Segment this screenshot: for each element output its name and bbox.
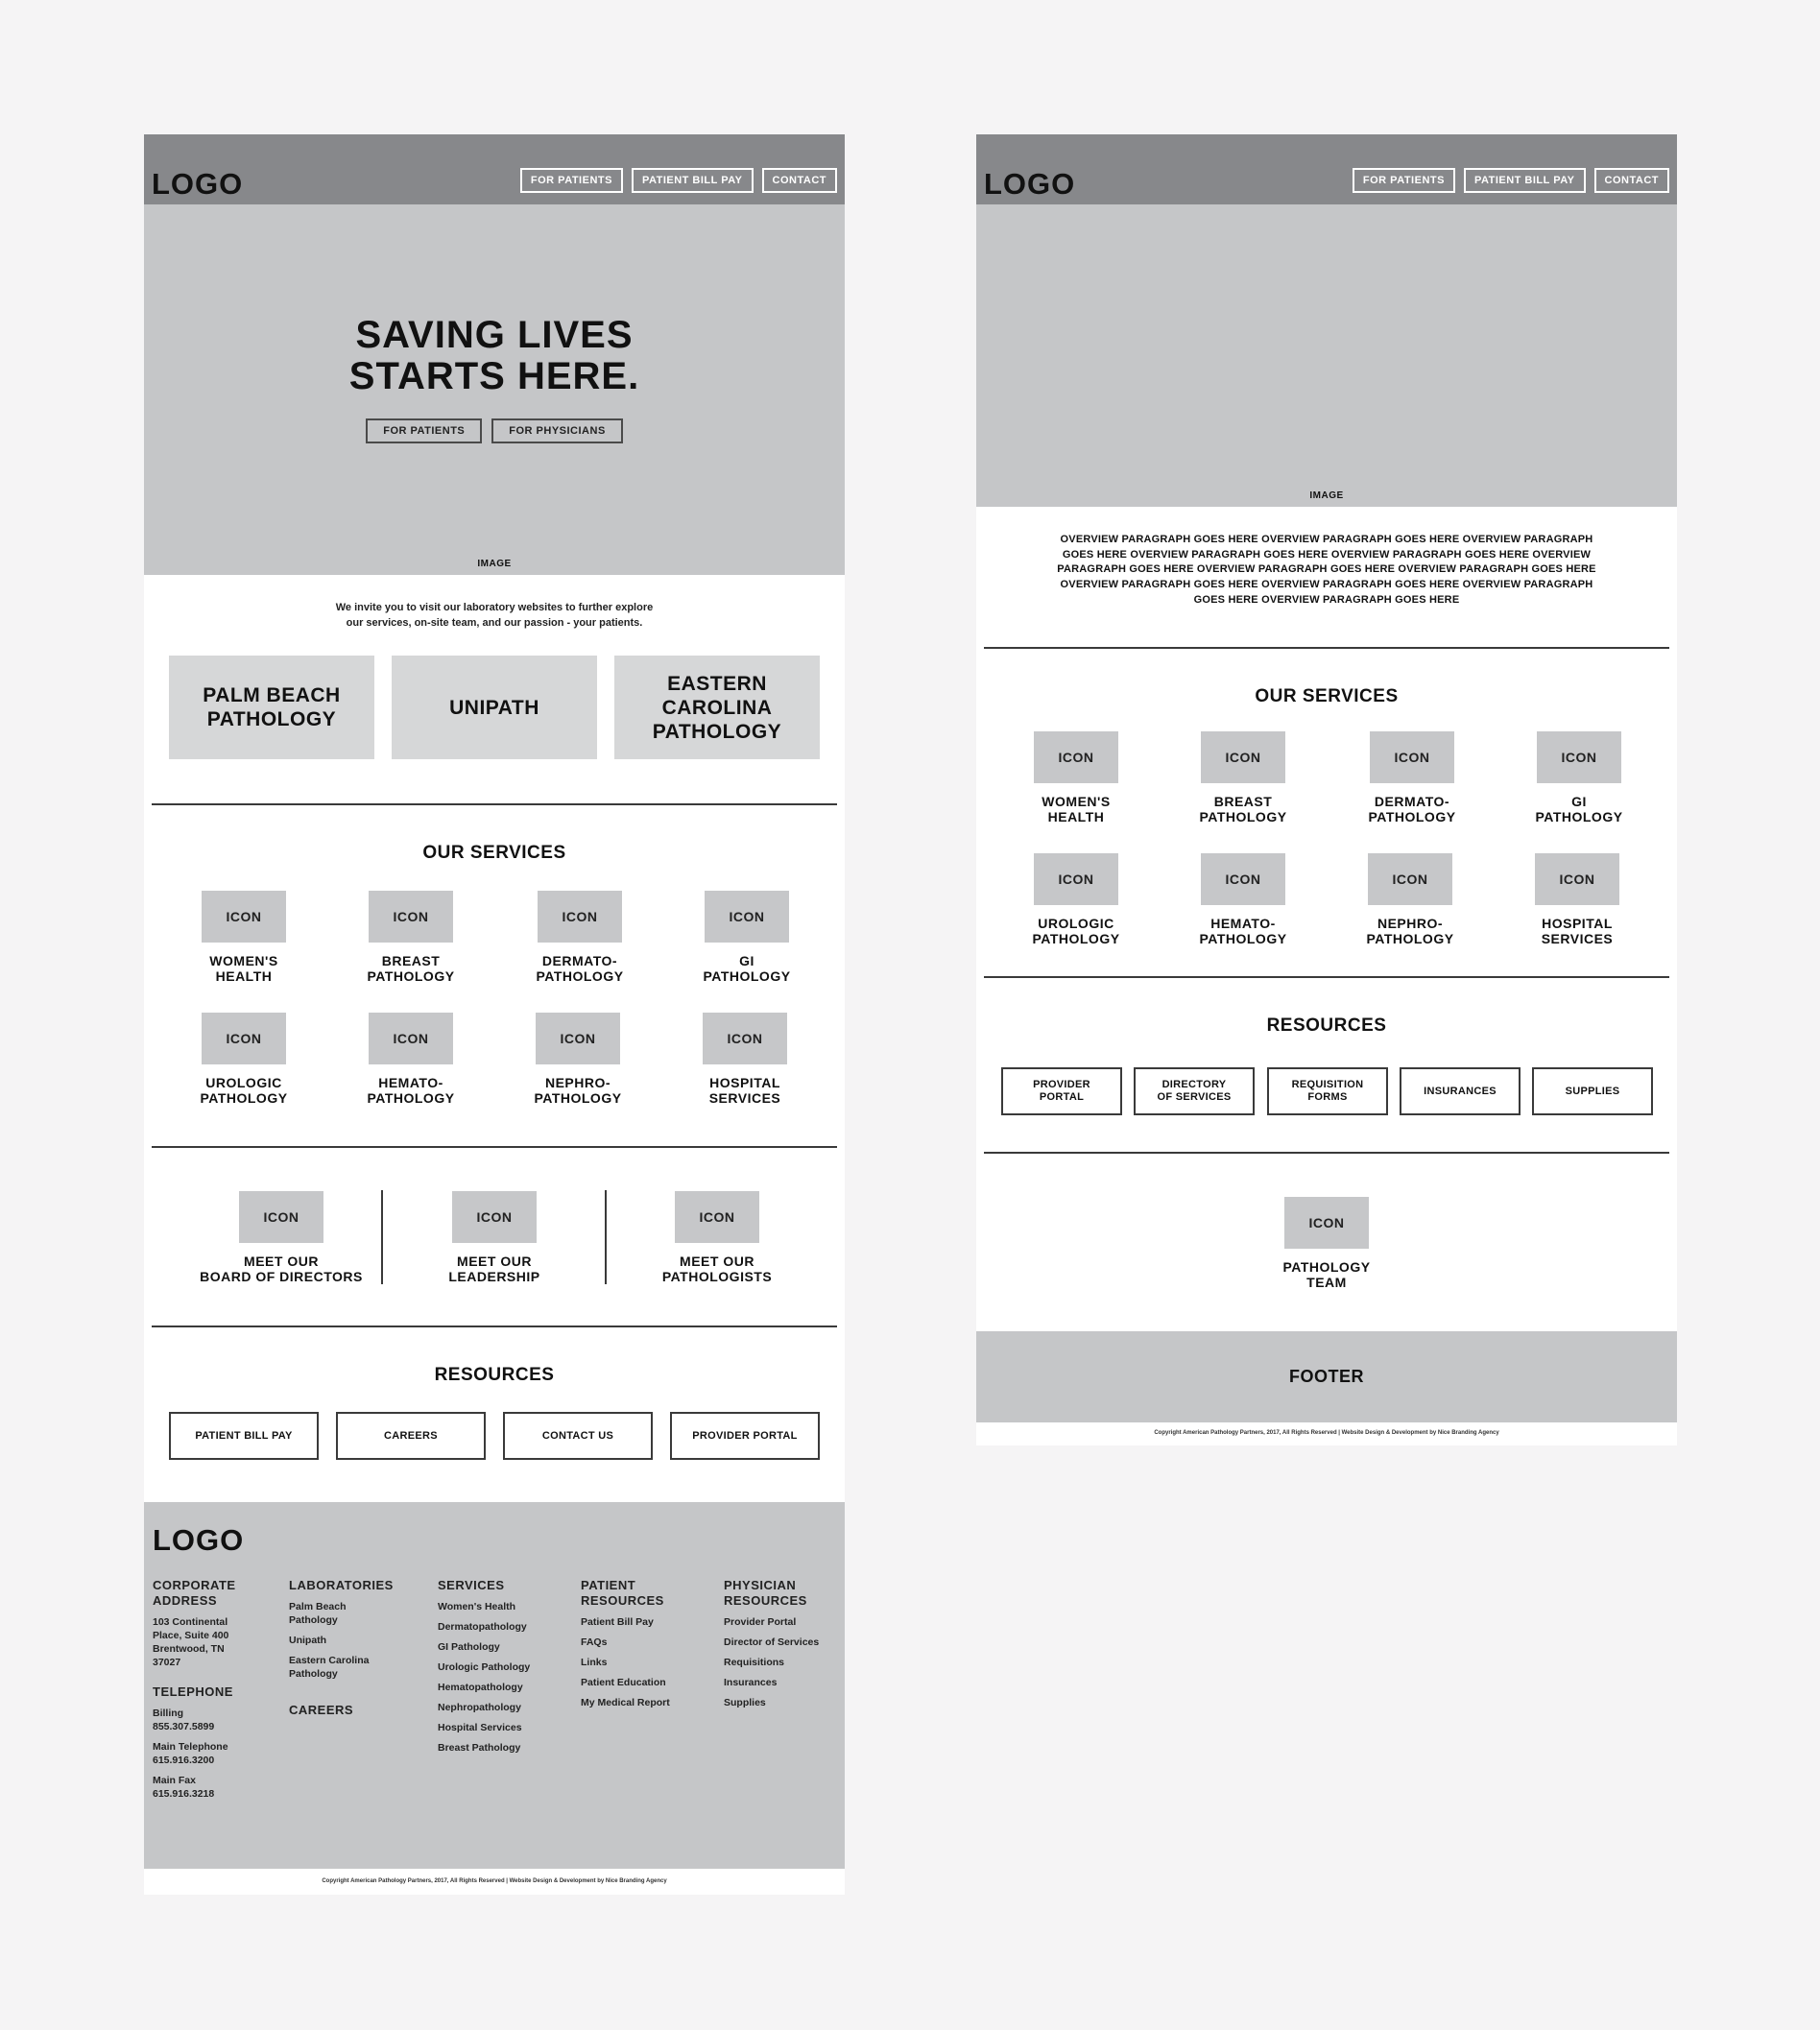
service-label-line: HEMATO-	[378, 1075, 443, 1090]
service-label-line: PATHOLOGY	[534, 1090, 622, 1106]
overview-line: OVERVIEW PARAGRAPH GOES HERE OVERVIEW PARAGRAPH GOES HERE OVERVIEW PARAGRAPH	[1060, 534, 1593, 545]
services-title: OUR SERVICES	[1255, 686, 1399, 706]
hero-image-label: IMAGE	[1309, 490, 1344, 501]
service-label-line: PATHOLOGY	[367, 968, 455, 984]
team-label	[631, 1254, 803, 1284]
service-label-line: UROLOGIC	[1038, 916, 1114, 931]
resource-contact-us-button[interactable]: CONTACT US	[503, 1412, 653, 1460]
phone-main[interactable]	[153, 1740, 277, 1767]
service-label-line: NEPHRO-	[544, 1075, 611, 1090]
service-gi-pathology[interactable]	[1502, 731, 1656, 824]
lab-page-wireframe	[976, 134, 1677, 1445]
service-label-line: PATHOLOGY	[367, 1090, 455, 1106]
service-label	[999, 794, 1153, 824]
hero-for-patients-button[interactable]: FOR PATIENTS	[366, 418, 482, 443]
service-hematopathology[interactable]	[1166, 853, 1320, 946]
service-label-line: DERMATO-	[1374, 794, 1450, 809]
phone-label: Main Fax	[153, 1775, 196, 1786]
lab-card-palm-beach[interactable]	[169, 656, 374, 759]
service-label	[1500, 916, 1654, 946]
footer-heading-line: RESOURCES	[724, 1593, 807, 1608]
team-icon: ICON	[452, 1191, 537, 1243]
nav-contact[interactable]: CONTACT	[762, 168, 837, 193]
resource-label-line: REQUISITION	[1291, 1079, 1364, 1090]
lab-card-line: PATHOLOGY	[652, 720, 782, 743]
service-label	[1333, 916, 1487, 946]
service-label-line: GI	[739, 953, 754, 968]
overview-paragraph	[1055, 533, 1598, 609]
footer-heading-line: ADDRESS	[153, 1593, 218, 1608]
lab-card-unipath[interactable]	[392, 656, 597, 759]
footer-col-patient-resources	[581, 1578, 715, 1709]
phone-fax[interactable]	[153, 1774, 277, 1801]
hero-buttons	[144, 418, 845, 443]
service-label-line: BREAST	[1213, 794, 1273, 809]
lab-card-line: UNIPATH	[449, 696, 539, 719]
service-label-line: PATHOLOGY	[1199, 931, 1287, 946]
footer-link[interactable]: My Medical Report	[581, 1697, 670, 1708]
footer-col-services	[438, 1578, 572, 1755]
footer-link[interactable]: Unipath	[289, 1635, 327, 1646]
service-icon: ICON	[202, 1013, 286, 1064]
copyright-text: Copyright American Pathology Partners, 2017, All Rights Reserved | Website Design & Development by Nice Branding Agency	[1154, 1430, 1499, 1436]
service-hospital-services[interactable]	[668, 1013, 822, 1106]
footer-link[interactable]: Nephropathology	[438, 1702, 521, 1713]
team-icon: ICON	[675, 1191, 759, 1243]
footer-link[interactable]	[289, 1600, 423, 1627]
nav-for-patients[interactable]: FOR PATIENTS	[1353, 168, 1455, 193]
resource-provider-portal-button[interactable]	[1001, 1067, 1122, 1115]
service-label	[999, 916, 1153, 946]
footer-link[interactable]: Provider Portal	[724, 1616, 797, 1628]
divider	[984, 976, 1669, 978]
team-icon: ICON	[239, 1191, 323, 1243]
footer-link[interactable]: Hospital Services	[438, 1722, 522, 1733]
services-title: OUR SERVICES	[422, 843, 566, 863]
service-icon: ICON	[1201, 731, 1285, 783]
team-label	[408, 1254, 581, 1284]
copyright-text: Copyright American Pathology Partners, 2017, All Rights Reserved | Website Design & Development by Nice Branding Agency	[322, 1878, 667, 1884]
service-breast-pathology[interactable]	[334, 891, 488, 984]
service-icon: ICON	[1201, 853, 1285, 905]
overview-line: GOES HERE OVERVIEW PARAGRAPH GOES HERE	[1193, 593, 1460, 606]
divider	[152, 1146, 837, 1148]
divider	[152, 1325, 837, 1327]
divider	[984, 1152, 1669, 1154]
footer-link[interactable]: GI Pathology	[438, 1641, 500, 1653]
team-label-line: TEAM	[1306, 1275, 1347, 1290]
hero-headline	[144, 315, 845, 397]
footer-heading	[153, 1578, 277, 1609]
footer-link[interactable]: Supplies	[724, 1697, 766, 1708]
hero-image	[144, 204, 845, 575]
service-label-line: DERMATO-	[541, 953, 618, 968]
team-label-line: BOARD OF DIRECTORS	[200, 1269, 363, 1284]
team-label-line: PATHOLOGISTS	[661, 1269, 773, 1284]
header-bar	[144, 134, 845, 204]
overview-line: OVERVIEW PARAGRAPH GOES HERE OVERVIEW PARAGRAPH GOES HERE OVERVIEW PARAGRAPH	[1060, 579, 1593, 591]
phone-label: Billing	[153, 1708, 184, 1719]
service-icon: ICON	[369, 1013, 453, 1064]
service-nephropathology[interactable]	[501, 1013, 655, 1106]
lab-card-line: EASTERN	[667, 672, 767, 695]
resource-careers-button[interactable]: CAREERS	[336, 1412, 486, 1460]
overview-line: GOES HERE OVERVIEW PARAGRAPH GOES HERE OVERVIEW PARAGRAPH GOES HERE OVERVIEW	[1062, 548, 1592, 561]
footer-link-line: Pathology	[289, 1614, 338, 1626]
footer-link[interactable]: Hematopathology	[438, 1682, 523, 1693]
overview-line: PARAGRAPH GOES HERE OVERVIEW PARAGRAPH GOES HERE OVERVIEW PARAGRAPH GOES HERE	[1057, 563, 1596, 576]
address-line: Place, Suite 400	[153, 1630, 229, 1641]
service-label	[167, 953, 321, 984]
service-icon: ICON	[369, 891, 453, 943]
resource-provider-portal-button[interactable]: PROVIDER PORTAL	[670, 1412, 820, 1460]
service-label	[668, 1075, 822, 1106]
nav-patient-bill-pay[interactable]: PATIENT BILL PAY	[1464, 168, 1586, 193]
service-label-line: HEALTH	[215, 968, 273, 984]
footer-heading-line: CORPORATE	[153, 1578, 236, 1592]
service-label	[1502, 794, 1656, 824]
service-dermatopathology[interactable]	[503, 891, 657, 984]
service-label-line: PATHOLOGY	[1368, 809, 1456, 824]
service-label	[501, 1075, 655, 1106]
team-label-line: MEET OUR	[457, 1254, 532, 1269]
service-icon: ICON	[1535, 853, 1619, 905]
footer-heading-line: PHYSICIAN	[724, 1578, 797, 1592]
header-logo[interactable]: LOGO	[984, 167, 1076, 201]
corporate-address	[153, 1615, 277, 1669]
resource-supplies-button[interactable]: SUPPLIES	[1532, 1067, 1653, 1115]
resource-label-line: OF SERVICES	[1157, 1091, 1232, 1103]
footer-link[interactable]: Requisitions	[724, 1657, 785, 1668]
footer-link[interactable]: Insurances	[724, 1677, 778, 1688]
service-label	[1166, 794, 1320, 824]
meet-our-pathologists[interactable]	[631, 1191, 803, 1284]
header-bar	[976, 134, 1677, 204]
resource-insurances-button[interactable]: INSURANCES	[1400, 1067, 1521, 1115]
service-label	[1335, 794, 1489, 824]
resources-title: RESOURCES	[1266, 1015, 1387, 1036]
address-line: Brentwood, TN	[153, 1643, 225, 1655]
resource-label-line: FORMS	[1307, 1091, 1348, 1103]
hero-image-label: IMAGE	[477, 559, 512, 569]
service-label-line: GI	[1571, 794, 1587, 809]
footer-link[interactable]: Breast Pathology	[438, 1742, 521, 1754]
top-nav	[1353, 168, 1669, 193]
intro-line-2: our services, on-site team, and our passion - your patients.	[346, 617, 643, 629]
nav-patient-bill-pay[interactable]: PATIENT BILL PAY	[632, 168, 754, 193]
team-label-line: MEET OUR	[244, 1254, 319, 1269]
service-label-line: PATHOLOGY	[1199, 809, 1287, 824]
service-icon: ICON	[202, 891, 286, 943]
phone-label: Main Telephone	[153, 1741, 228, 1753]
footer-logo[interactable]: LOGO	[153, 1523, 245, 1557]
service-icon: ICON	[1537, 731, 1621, 783]
lab-card-line: PATHOLOGY	[206, 708, 337, 730]
footer-heading	[724, 1578, 841, 1609]
footer-link-line: Pathology	[289, 1668, 338, 1680]
top-nav	[520, 168, 837, 193]
service-label	[1166, 916, 1320, 946]
service-dermatopathology[interactable]	[1335, 731, 1489, 824]
footer-heading-line: RESOURCES	[581, 1593, 664, 1608]
team-label-line: PATHOLOGY	[1282, 1259, 1371, 1275]
intro-text	[254, 600, 734, 631]
address-line: 37027	[153, 1657, 181, 1668]
service-label-line: PATHOLOGY	[1032, 931, 1120, 946]
lab-card-line: CAROLINA	[661, 696, 773, 719]
footer-link[interactable]: Links	[581, 1657, 608, 1668]
vertical-divider	[605, 1190, 607, 1284]
service-label-line: BREAST	[381, 953, 441, 968]
footer-heading: SERVICES	[438, 1578, 505, 1592]
footer-link[interactable]: Patient Education	[581, 1677, 666, 1688]
divider	[152, 803, 837, 805]
address-line: 103 Continental	[153, 1616, 228, 1628]
pathology-team[interactable]	[1250, 1197, 1403, 1290]
team-label-line: MEET OUR	[680, 1254, 754, 1269]
lab-card-eastern-carolina[interactable]	[614, 656, 820, 759]
service-icon: ICON	[536, 1013, 620, 1064]
team-label-line: LEADERSHIP	[448, 1269, 540, 1284]
footer-heading: LABORATORIES	[289, 1578, 394, 1592]
service-label-line: HOSPITAL	[709, 1075, 780, 1090]
service-hematopathology[interactable]	[334, 1013, 488, 1106]
footer-link[interactable]: Urologic Pathology	[438, 1661, 531, 1673]
service-icon: ICON	[538, 891, 622, 943]
headline-line-2: STARTS HERE.	[348, 355, 640, 397]
hero-for-physicians-button[interactable]: FOR PHYSICIANS	[491, 418, 623, 443]
home-wireframe	[144, 134, 845, 1895]
divider	[984, 647, 1669, 649]
service-label-line: SERVICES	[1541, 931, 1614, 946]
footer-link-line: Palm Beach	[289, 1601, 347, 1612]
resource-label-line: PROVIDER	[1033, 1079, 1090, 1090]
service-label-line: PATHOLOGY	[200, 1090, 288, 1106]
phone-billing[interactable]	[153, 1707, 277, 1733]
service-label-line: UROLOGIC	[205, 1075, 282, 1090]
meet-board-of-directors[interactable]	[195, 1191, 368, 1284]
service-label-line: WOMEN'S	[209, 953, 278, 968]
service-label	[670, 953, 824, 984]
service-womens-health[interactable]	[999, 731, 1153, 824]
team-label	[1250, 1259, 1403, 1290]
service-icon: ICON	[1368, 853, 1452, 905]
site-footer	[144, 1502, 845, 1869]
service-label-line: PATHOLOGY	[536, 968, 624, 984]
service-icon: ICON	[1370, 731, 1454, 783]
footer-careers-link[interactable]: CAREERS	[289, 1703, 354, 1717]
phone-number: 615.916.3218	[153, 1788, 215, 1800]
intro-line-1: We invite you to visit our laboratory websites to further explore	[335, 602, 654, 613]
service-label-line: WOMEN'S	[1042, 794, 1111, 809]
footer-link[interactable]: FAQs	[581, 1636, 608, 1648]
service-label-line: PATHOLOGY	[703, 968, 791, 984]
footer-link[interactable]	[289, 1654, 423, 1681]
resource-label-line: PORTAL	[1039, 1091, 1085, 1103]
service-icon: ICON	[1034, 731, 1118, 783]
service-urologic-pathology[interactable]	[167, 1013, 321, 1106]
service-label-line: SERVICES	[708, 1090, 781, 1106]
service-label-line: HEMATO-	[1210, 916, 1276, 931]
service-hospital-services[interactable]	[1500, 853, 1654, 946]
nav-for-patients[interactable]: FOR PATIENTS	[520, 168, 623, 193]
footer-link[interactable]: Women's Health	[438, 1601, 516, 1612]
service-label-line: PATHOLOGY	[1366, 931, 1454, 946]
resource-label-line: DIRECTORY	[1161, 1079, 1227, 1090]
vertical-divider	[381, 1190, 383, 1284]
service-nephropathology[interactable]	[1333, 853, 1487, 946]
nav-contact[interactable]: CONTACT	[1594, 168, 1669, 193]
phone-number: 615.916.3200	[153, 1755, 215, 1766]
service-label-line: HOSPITAL	[1542, 916, 1613, 931]
team-icon: ICON	[1284, 1197, 1369, 1249]
telephone-heading: TELEPHONE	[153, 1684, 233, 1699]
service-label	[334, 1075, 488, 1106]
footer-link[interactable]: Dermatopathology	[438, 1621, 527, 1633]
lab-card-line: PALM BEACH	[203, 684, 341, 706]
footer-placeholder: FOOTER	[976, 1331, 1677, 1422]
service-label-line: PATHOLOGY	[1535, 809, 1623, 824]
footer-col-laboratories	[289, 1578, 423, 1718]
service-label	[167, 1075, 321, 1106]
meet-our-leadership[interactable]	[408, 1191, 581, 1284]
footer-heading	[581, 1578, 715, 1609]
resource-patient-bill-pay-button[interactable]: PATIENT BILL PAY	[169, 1412, 319, 1460]
service-label-line: NEPHRO-	[1377, 916, 1444, 931]
service-breast-pathology[interactable]	[1166, 731, 1320, 824]
phone-number: 855.307.5899	[153, 1721, 215, 1732]
footer-col-physician-resources	[724, 1578, 841, 1709]
resource-directory-of-services-button[interactable]	[1134, 1067, 1255, 1115]
resource-requisition-forms-button[interactable]	[1267, 1067, 1388, 1115]
service-icon: ICON	[1034, 853, 1118, 905]
footer-link[interactable]: Patient Bill Pay	[581, 1616, 654, 1628]
service-gi-pathology[interactable]	[670, 891, 824, 984]
service-icon: ICON	[703, 1013, 787, 1064]
header-logo[interactable]: LOGO	[152, 167, 244, 201]
service-urologic-pathology[interactable]	[999, 853, 1153, 946]
service-icon: ICON	[705, 891, 789, 943]
service-label	[503, 953, 657, 984]
hero-image	[976, 204, 1677, 507]
service-label-line: HEALTH	[1047, 809, 1105, 824]
service-label	[334, 953, 488, 984]
service-womens-health[interactable]	[167, 891, 321, 984]
headline-line-1: SAVING LIVES	[355, 314, 634, 356]
team-label	[195, 1254, 368, 1284]
footer-link[interactable]: Director of Services	[724, 1636, 820, 1648]
footer-heading-line: PATIENT	[581, 1578, 636, 1592]
footer-col-corporate	[153, 1578, 277, 1801]
footer-link-line: Eastern Carolina	[289, 1655, 370, 1666]
resources-title: RESOURCES	[434, 1365, 555, 1385]
